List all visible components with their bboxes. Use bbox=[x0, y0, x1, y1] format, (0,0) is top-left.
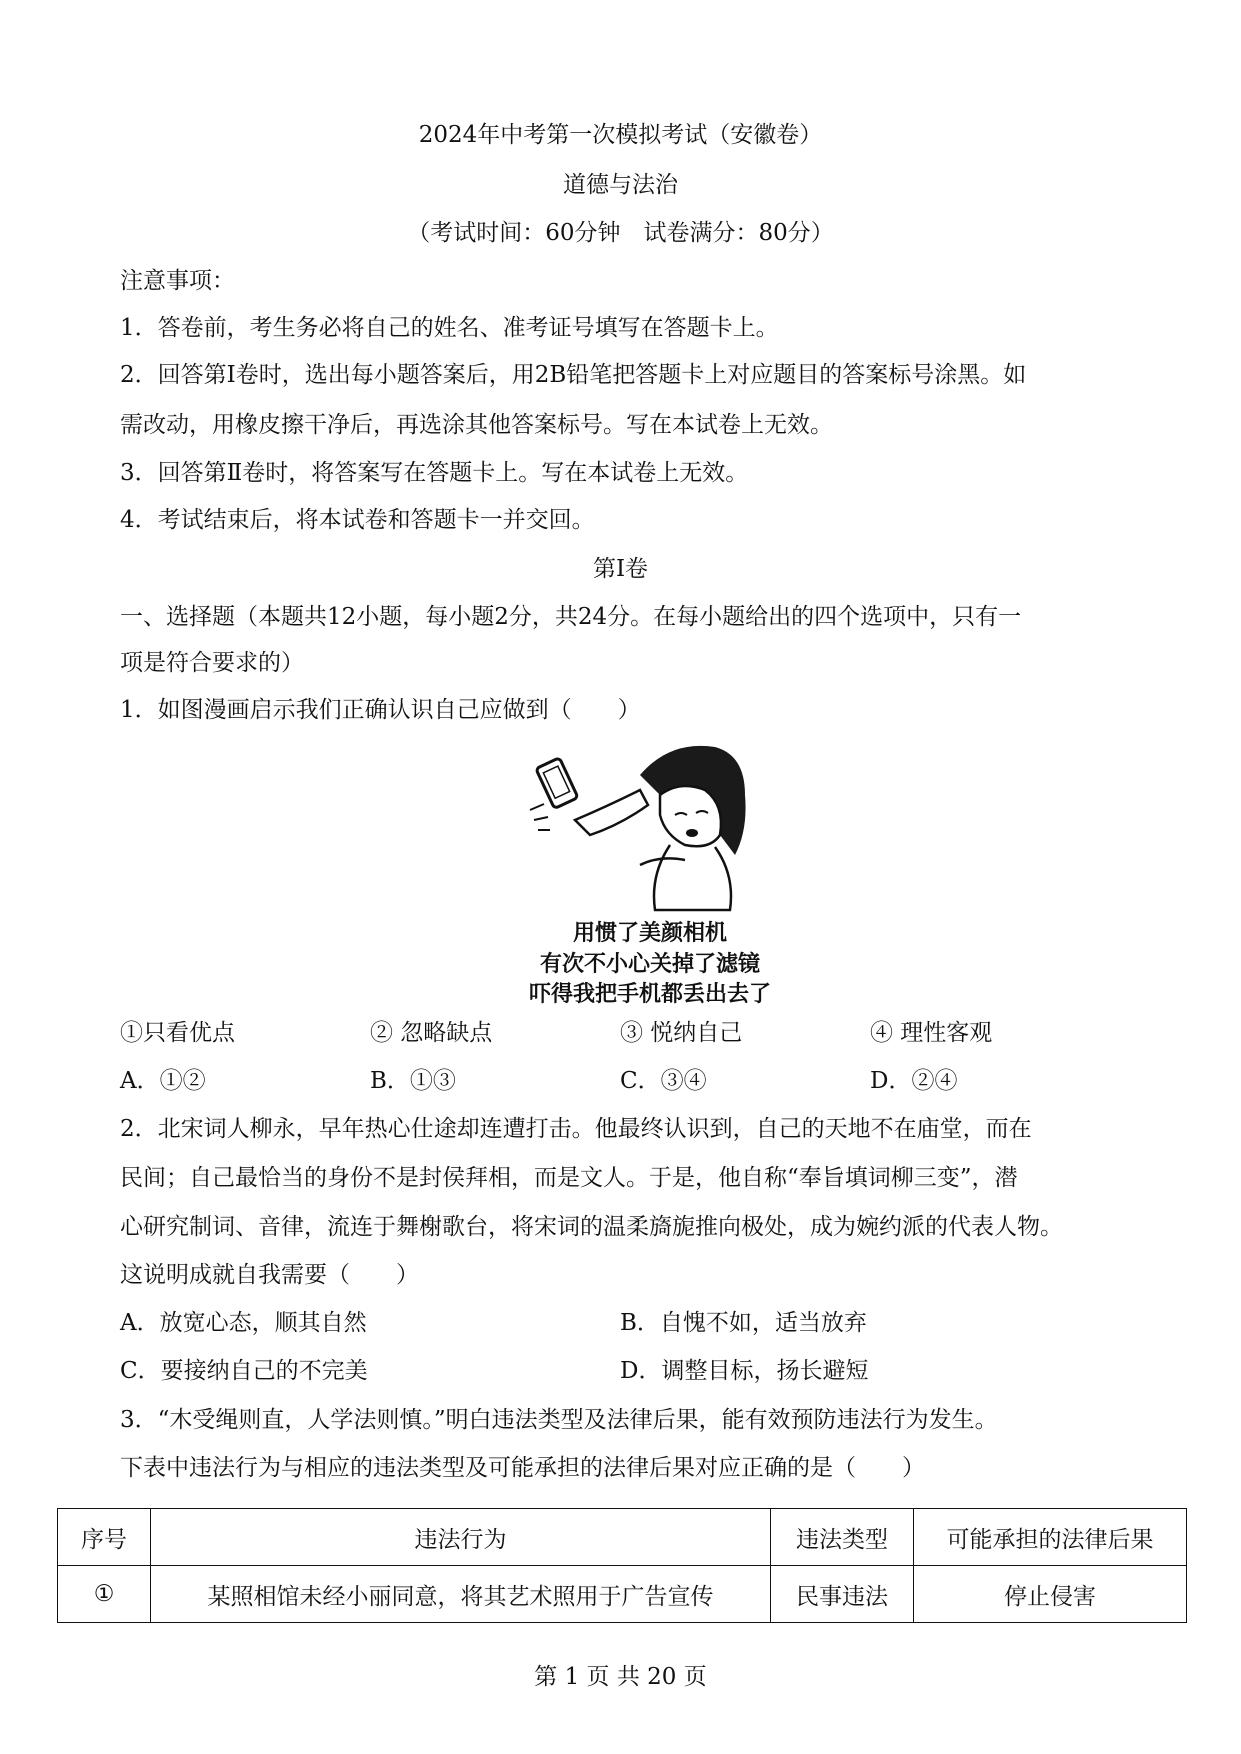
table-header-cell: 违法行为 bbox=[151, 1509, 771, 1566]
page-footer: 第 1 页 共 20 页 bbox=[534, 1664, 707, 1690]
q1-stem: 1．如图漫画启示我们正确认识自己应做到（ ） bbox=[120, 697, 641, 723]
q3-stem-b: 下表中违法行为与相应的违法类型及可能承担的法律后果对应正确的是（ ） bbox=[120, 1455, 925, 1481]
part1-instructions-a: 一、选择题（本题共12小题，每小题2分，共24分。在每小题给出的四个选项中，只有一 bbox=[120, 604, 1022, 630]
exam-title: 2024年中考第一次模拟考试（安徽卷） bbox=[418, 122, 823, 148]
cartoon-caption-line-2: 有次不小心关掉了滤镜 bbox=[539, 952, 761, 977]
part1-instructions-b: 项是符合要求的） bbox=[120, 650, 304, 676]
q2-stem-b: 民间；自己最恰当的身份不是封侯拜相，而是文人。于是，他自称“奉旨填词柳三变”，潜 bbox=[120, 1165, 1018, 1191]
table-header-cell: 可能承担的法律后果 bbox=[914, 1509, 1187, 1566]
volume-title: 第Ⅰ卷 bbox=[592, 556, 649, 582]
q3-stem-a: 3．“木受绳则直，人学法则慎。”明白违法类型及法律后果，能有效预防违法行为发生。 bbox=[120, 1407, 998, 1433]
table-cell: 民事违法 bbox=[771, 1566, 914, 1623]
q2-option-d: D．调整目标，扬长避短 bbox=[620, 1358, 869, 1384]
q1-option-c: C．③④ bbox=[620, 1068, 707, 1094]
table-header-cell: 序号 bbox=[58, 1509, 151, 1566]
q3-table bbox=[57, 1508, 1187, 1623]
table-header-cell: 违法类型 bbox=[771, 1509, 914, 1566]
cartoon-image bbox=[520, 735, 780, 1005]
q1-item-3: ③ 悦纳自己 bbox=[620, 1020, 743, 1046]
q1-item-4: ④ 理性客观 bbox=[870, 1020, 993, 1046]
q1-option-b: B．①③ bbox=[370, 1068, 456, 1094]
phone-icon bbox=[536, 758, 578, 809]
note-item-3: 3．回答第Ⅱ卷时，将答案写在答题卡上。写在本试卷上无效。 bbox=[120, 460, 749, 486]
note-item-2a: 2．回答第Ⅰ卷时，选出每小题答案后，用2B铅笔把答题卡上对应题目的答案标号涂黑。如 bbox=[120, 362, 1027, 388]
q2-option-c: C．要接纳自己的不完美 bbox=[120, 1358, 368, 1384]
note-item-4: 4．考试结束后，将本试卷和答题卡一并交回。 bbox=[120, 507, 595, 533]
notes-heading: 注意事项： bbox=[120, 268, 235, 294]
time-info: （考试时间：60分钟 试卷满分：80分） bbox=[407, 220, 834, 246]
q1-option-a: A．①② bbox=[120, 1068, 206, 1094]
q1-option-d: D．②④ bbox=[870, 1068, 958, 1094]
table-row bbox=[58, 1566, 1187, 1623]
cartoon-caption bbox=[529, 920, 771, 1005]
note-item-2b: 需改动，用橡皮擦干净后，再选涂其他答案标号。写在本试卷上无效。 bbox=[120, 412, 833, 438]
q1-item-2: ② 忽略缺点 bbox=[370, 1020, 493, 1046]
table-cell: ① bbox=[58, 1566, 151, 1623]
cartoon-caption-line-1: 用惯了美颜相机 bbox=[572, 921, 728, 946]
q2-option-b: B．自愧不如，适当放弃 bbox=[620, 1310, 867, 1336]
q2-option-a: A．放宽心态，顺其自然 bbox=[120, 1310, 367, 1336]
note-item-1: 1．答卷前，考生务必将自己的姓名、准考证号填写在答题卡上。 bbox=[120, 315, 779, 341]
q1-item-1: ①只看优点 bbox=[120, 1020, 235, 1046]
cartoon-caption-line-3: 吓得我把手机都丢出去了 bbox=[528, 982, 772, 1005]
table-cell: 停止侵害 bbox=[914, 1566, 1187, 1623]
table-cell: 某照相馆未经小丽同意，将其艺术照用于广告宣传 bbox=[151, 1566, 771, 1623]
table-header-row bbox=[58, 1509, 1187, 1566]
q2-stem-c: 心研究制词、音律，流连于舞榭歌台，将宋词的温柔旖旎推向极处，成为婉约派的代表人物。 bbox=[120, 1214, 1063, 1240]
q2-stem-a: 2．北宋词人柳永，早年热心仕途却连遭打击。他最终认识到，自己的天地不在庙堂，而在 bbox=[120, 1116, 1032, 1142]
q2-stem-d: 这说明成就自我需要（ ） bbox=[120, 1262, 419, 1288]
subject-title: 道德与法治 bbox=[563, 172, 678, 198]
